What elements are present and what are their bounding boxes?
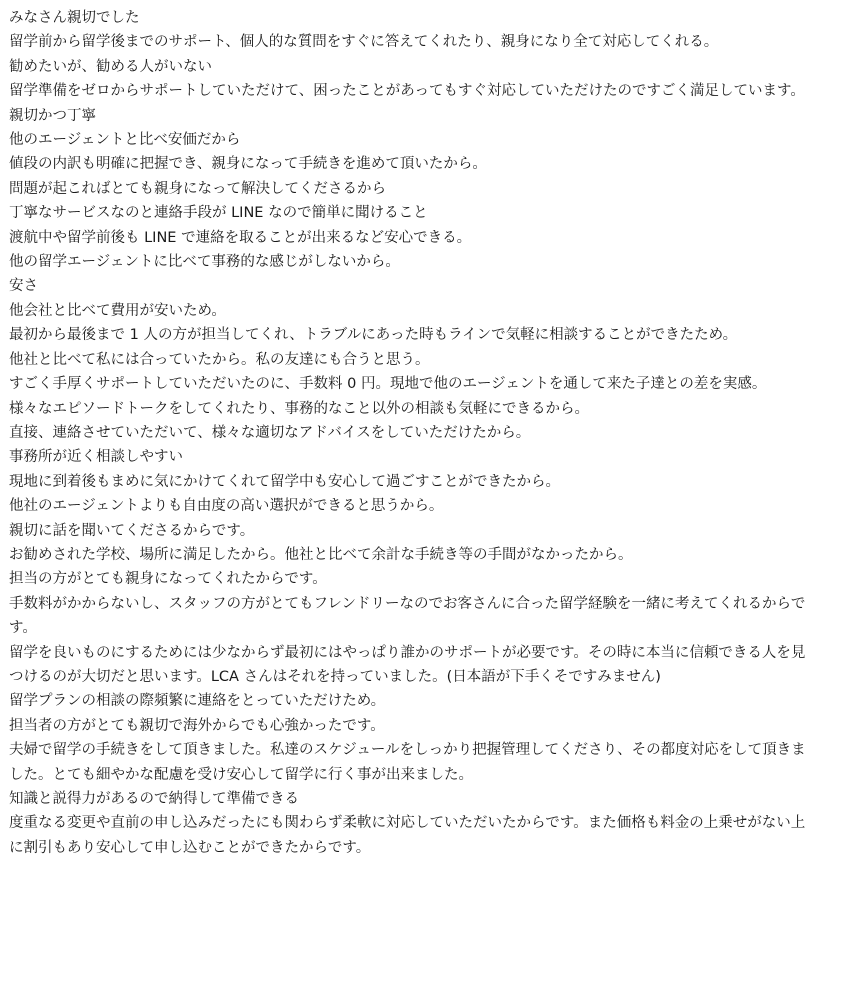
comment-item: お勧めされた学校、場所に満足したから。他社と比べて余計な手続き等の手間がなかったから。: [9, 546, 633, 563]
comment-item: 親切かつ丁寧: [9, 107, 96, 124]
comment-item: 知識と説得力があるので納得して準備できる: [9, 791, 299, 807]
comment-item: 他会社と比べて費用が安いため。: [9, 302, 226, 319]
comment-item: 問題が起こればとても親身になって解決してくださるから: [9, 180, 386, 197]
comment-item: 留学前から留学後までのサポート、個人的な質問をすぐに答えてくれたり、親身になり全て対応してくれる。: [9, 34, 719, 51]
comment-item: 留学を良いものにするためには少なからず最初にはやっぱり誰かのサポートが必要です。その時に本当に信頼できる人を見つけるのが大切だと思います。LCA さんはそれを持っていました。(日本語が下手くそですみません): [9, 644, 806, 685]
comment-item: 他のエージェントと比べ安価だから: [9, 132, 241, 149]
comment-item: 渡航中や留学前後も LINE で連絡を取ることが出来るなど安心できる。: [9, 229, 472, 246]
comment-list: [9, 6, 819, 860]
comment-item: 安さ: [9, 278, 38, 295]
comment-item: 留学準備をゼロからサポートしていただけて、困ったことがあってもすぐ対応していただけたのですごく満足しています。: [9, 83, 805, 100]
comment-item: 丁寧なサービスなのと連絡手段が LINE なので簡単に聞けること: [9, 205, 428, 222]
comment-item: すごく手厚くサポートしていただいたのに、手数料 0 円。現地で他のエージェントを通して来た子達との差を実感。: [9, 376, 767, 393]
comment-item: 他の留学エージェントに比べて事務的な感じがしないから。: [9, 254, 400, 271]
comment-item: 他社のエージェントよりも自由度の高い選択ができると思うから。: [9, 498, 444, 515]
comment-item: 事務所が近く相談しやすい: [9, 449, 183, 466]
comment-item: 様々なエピソードトークをしてくれたり、事務的なこと以外の相談も気軽にできるから。: [9, 400, 589, 417]
comment-item: 担当者の方がとても親切で海外からでも心強かったです。: [9, 717, 385, 734]
comment-item: 親切に話を聞いてくださるからです。: [9, 522, 255, 539]
comment-item: 担当の方がとても親身になってくれたからです。: [9, 571, 327, 588]
comment-item: 手数料がかからないし、スタッフの方がとてもフレンドリーなのでお客さんに合った留学経験を一緒に考えてくれるからです。: [9, 595, 806, 637]
comment-item: みなさん親切でした: [9, 10, 140, 26]
comment-item: 現地に到着後もまめに気にかけてくれて留学中も安心して過ごすことができたから。: [9, 473, 560, 490]
comment-item: 留学プランの相談の際頻繁に連絡をとっていただけため。: [9, 693, 386, 710]
comment-item: 夫婦で留学の手続きをして頂きました。私達のスケジュールをしっかり把握管理してくださり、その都度対応をして頂きました。とても細やかな配慮を受け安心して留学に行く事が出来ました。: [9, 742, 806, 783]
comment-item: 最初から最後まで 1 人の方が担当してくれ、トラブルにあった時もラインで気軽に相談することができたため。: [9, 327, 738, 344]
comment-item: 直接、連絡させていただいて、様々な適切なアドバイスをしていただけたから。: [9, 424, 531, 441]
comment-item: 他社と比べて私には合っていたから。私の友達にも合うと思う。: [9, 351, 430, 368]
comment-item: 度重なる変更や直前の申し込みだったにも関わらず柔軟に対応していただいたからです。また価格も料金の上乗せがない上に割引もあり安心して申し込むことができたからです。: [9, 815, 806, 856]
comment-item: 勧めたいが、勧める人がいない: [9, 58, 212, 75]
comment-item: 値段の内訳も明確に把握でき、親身になって手続きを進めて頂いたから。: [9, 156, 487, 173]
